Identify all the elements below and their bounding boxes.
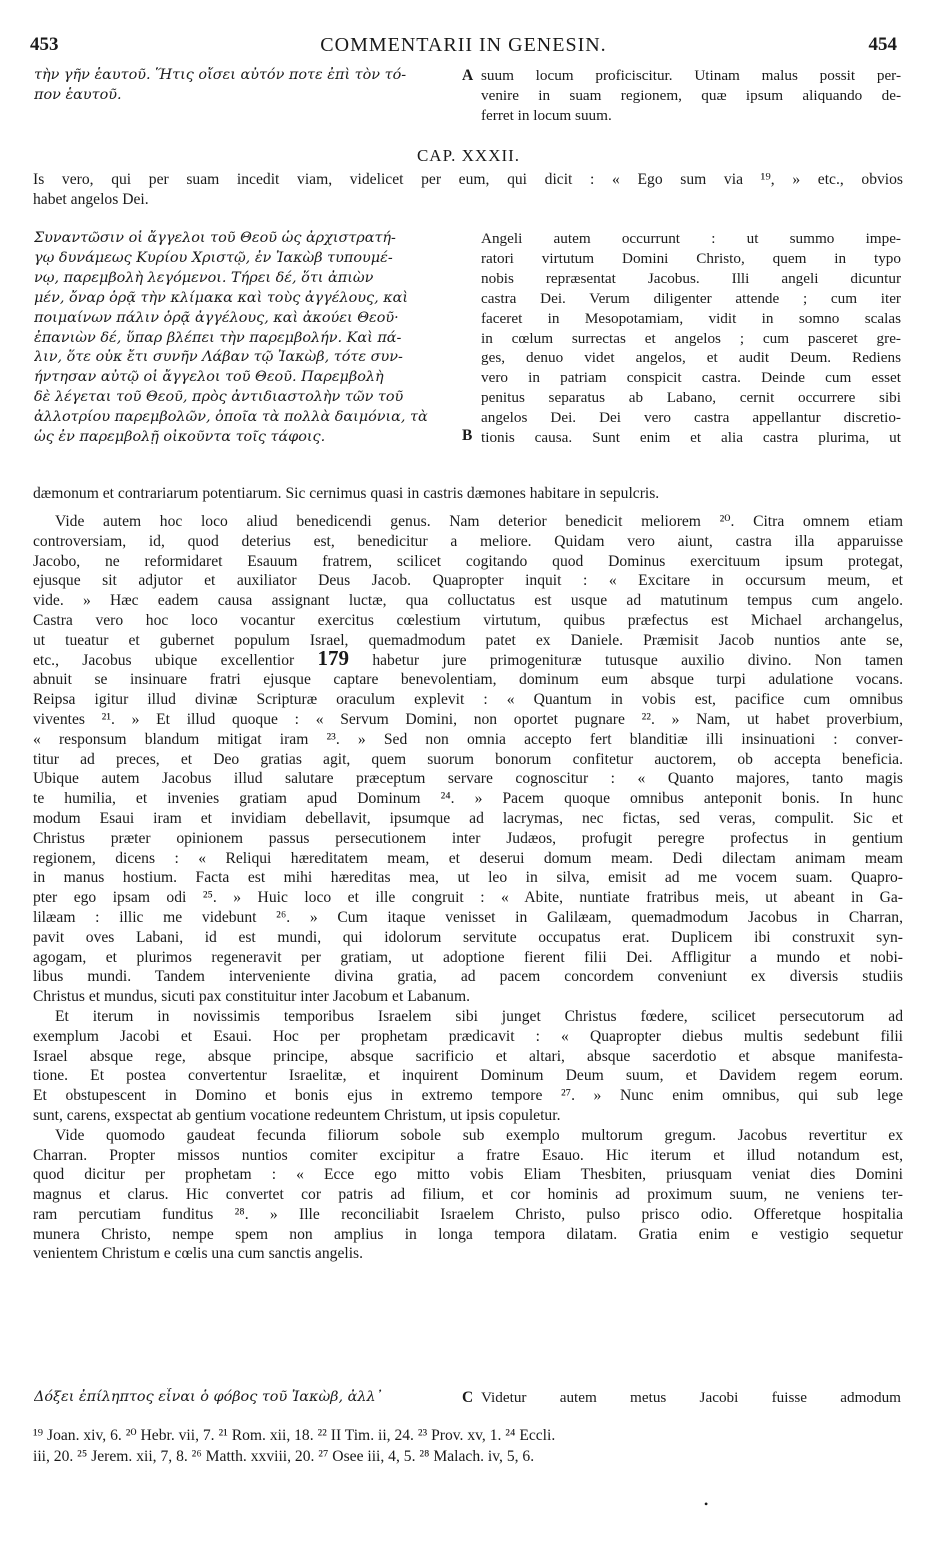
- latin-line: tionis causa. Sunt enim et alia castra plurima, ut: [481, 429, 901, 447]
- greek-line: ήντησαν αὐτῷ οἱ ἄγγελοι τοῦ Θεοῦ. Παρεμβολὴ: [34, 369, 384, 386]
- greek-line: Δόξει ἐπίληπτος εἶναι ὁ φόβος τοῦ Ἰακὼβ, ἀλλ᾽: [34, 1389, 383, 1405]
- greek-line: τὴν γῆν ἑαυτοῦ. Ἥτις οἴσει αὐτόν ποτε ἐπὶ τὸν τό-: [34, 67, 407, 83]
- latin-line: dæmonum et contrariarum potentiarum. Sic cernimus quasi in castris dæmones habitare in sepulcris.: [33, 485, 660, 502]
- page-mark: •: [704, 1497, 709, 1511]
- latin-line: ratori virtutum Domini Christo, quem in typo: [481, 249, 901, 267]
- greek-line: ἐπανιὼν δέ, ὕπαρ βλέπει τὴν παρεμβολήν. Καὶ πά-: [34, 329, 402, 346]
- body-line: Jacobo, ne reformidaret Esauum fratrem, scilicet cogitando quod Dominus exercituum ipsum protegat,: [33, 552, 903, 570]
- margin-marker-b: B: [462, 427, 473, 444]
- latin-line: castra Dei. Verum diligenter attende ; cum iter: [481, 289, 901, 307]
- latin-line: Angeli autem occurrunt : ut summo impe-: [481, 230, 901, 247]
- body-line: agogam, et plurimos regeneravit per gratiam, ut adoptione fierent filii Dei. Affligitur a mundo et nobi-: [33, 948, 903, 966]
- running-title: COMMENTARII IN GENESIN.: [320, 34, 607, 56]
- body-line: Castra vero hoc loco vocantur exercitus cœlestium virtutum, quibus præfectus est Michael archangelus,: [33, 611, 903, 629]
- latin-line: venire in suam regionem, quæ ipsum aliquando de-: [481, 86, 901, 104]
- greek-line: πον ἑαυτοῦ.: [34, 86, 122, 103]
- latin-line: ferret in locum suum.: [481, 106, 612, 124]
- greek-column: [34, 229, 454, 448]
- intro-greek-column: [34, 66, 454, 106]
- body-line: magnus et clarus. Hic convertet cor patris ad filium, et cor hominis ad proximum suum, ne veniens ter-: [33, 1186, 903, 1204]
- body-line: pter ego ipsam odi ²⁵. » Huic loco et ille congruit : « Abite, nuntiate fratribus meis, ut abeant in Ga-: [33, 889, 903, 907]
- body-line: Reipsa igitur illud divinæ Scripturæ oraculum explevit : « Quantum in vobis est, pacifice cum omnibus: [33, 691, 903, 709]
- body-line: in manus hostium. Facta est mihi hæreditas mea, ut leo in silva, emisit ad me vocem suam. Quapro-: [33, 869, 903, 887]
- page-number-right: 454: [868, 34, 897, 55]
- body-line: Vide autem hoc loco aliud benedicendi genus. Nam deterior benedicit meliorem ²⁰. Citra omnem etiam: [55, 513, 903, 530]
- body-line: Et obstupescent in Domino et bonis ejus in extremo tempore ²⁷. » Nunc enim omnibus, qui sub lege: [33, 1087, 903, 1105]
- lemma-line: Is vero, qui per suam incedit viam, videlicet per eum, qui dicit : « Ego sum via ¹⁹, » etc., obvios: [33, 171, 903, 188]
- body-line: ram percutiam funditus ²⁸. » Ille reconciliabit Israelem Christo, pulso prisco odio. Offeretque hospitalia: [33, 1205, 903, 1223]
- footnotes: [33, 1425, 903, 1467]
- bottom-greek-column: [34, 1388, 454, 1408]
- body-line: libus mundi. Tandem interveniente divina gratia, ad pacem concordem conveniunt ex diversis studiis: [33, 968, 903, 986]
- greek-line: ποιμαίνων πάλιν ὁρᾷ ἀγγέλους, καὶ ἀκούει Θεοῦ·: [34, 309, 399, 326]
- running-header: [30, 34, 897, 60]
- latin-line: vero in patriam conspicit castra. Deinde cum esset: [481, 369, 901, 387]
- body-line: ejusque sit adjutor et auxiliator Deus Jacob. Quapropter inquit : « Excitare in occursum meum, et: [33, 572, 903, 590]
- page-number-left: 453: [30, 34, 59, 55]
- greek-line: γῳ δυνάμεως Κυρίου Χριστῷ, ἐν Ἰακὼβ τυπουμέ-: [34, 249, 393, 266]
- body-line: venientem Christum e cœlis una cum sanctis angelis.: [33, 1245, 363, 1263]
- latin-line: nobis repræsentat Jacobus. Illi angeli dicuntur: [481, 269, 901, 287]
- latin-line: Videtur autem metus Jacobi fuisse admodum: [481, 1389, 901, 1406]
- greek-line: Συναντῶσιν οἱ ἄγγελοι τοῦ Θεοῦ ὡς ἀρχιστρατή-: [34, 230, 396, 246]
- body-line: Christus et mundus, sicuti pax constituitur inter Jacobum et Labanum.: [33, 988, 470, 1006]
- body-line: regionem, dicens : « Reliqui hæreditatem meam, et deserui domum meam. Dedi dilectam animam meam: [33, 849, 903, 867]
- body-line: Charran. Propter missos nuntios comiter excipitur a fratre Esauo. Hic iterum et illud notandum est,: [33, 1146, 903, 1164]
- latin-line: penitus separatus ab Labano, cernit occurrere sibi: [481, 389, 901, 407]
- latin-column: [481, 229, 901, 448]
- body-line: munera Christo, nempe spem non amplius in longa tempora dilatam. Gratia enim e vestigio sequetur: [33, 1225, 903, 1243]
- intro-latin-column: [481, 66, 901, 126]
- latin-line: faceret in Mesopotamiam, vidit in somno scalas: [481, 309, 901, 327]
- body-line: Et iterum in novissimis temporibus Israelem sibi junget Christus fœdere, scilicet persecutorum ad: [55, 1007, 903, 1025]
- body-line: modum Esaui iram et invidiam debellavit, ipsumque ad lacrymas, nec fictas, sed veras, compulit. Sic et: [33, 809, 903, 827]
- greek-line: δὲ λέγεται τοῦ Θεοῦ, πρὸς ἀντιδιαστολὴν τῶν τοῦ: [34, 389, 404, 406]
- body-line: ut tueatur et gubernet populum Israel, quemadmodum patet ex Daniele. Præmisit Jacob nuntios ante se,: [33, 631, 903, 649]
- body-line: vide. » Hæc eadem causa assignant luctæ, qua colluctatus est usque ad matutinum tempus cum angelo.: [33, 592, 903, 610]
- latin-line: ges, denuo videt angelos, et audit Deum. Rediens: [481, 349, 901, 367]
- body-line: quod dicitur per prophetam : « Ecce ego mitto vobis Eliam Thesbiten, priusquam veniat dies Domini: [33, 1166, 903, 1184]
- body-line: controversiam, id, quod deterius est, benedicitur a meliore. Quidam vero aiunt, castra illa apparuisse: [33, 532, 903, 550]
- body-line: abnuit se insinuare fratri ejusque captare benevolentiam, dominum eum absque turpi adulatione vocans.: [33, 671, 903, 689]
- body-line: viventes ²¹. » Et illud quoque : « Servum Domini, non oportet pugnare ²². » Nam, ut habet proverbium,: [33, 710, 903, 728]
- margin-marker-c: C: [462, 1389, 474, 1406]
- body-line: Israel absque rege, absque principe, absque sacrificio et altari, absque sacerdotio et absque manifesta-: [33, 1047, 903, 1065]
- lemma-line: habet angelos Dei.: [33, 190, 149, 208]
- section-end-line: [33, 484, 903, 504]
- body-line: Christus præter opinionem passus persecutionem inter Judæos, profugit peregre profectus in gentium: [33, 829, 903, 847]
- column-reference: 179: [317, 650, 350, 670]
- bottom-latin-column: [481, 1388, 901, 1408]
- footnote-line: ¹⁹ Joan. xiv, 6. ²⁰ Hebr. vii, 7. ²¹ Rom. xii, 18. ²² II Tim. ii, 24. ²³ Prov. xv, 1. ²⁴ Eccli.: [33, 1427, 556, 1444]
- margin-marker-a: A: [462, 67, 474, 84]
- latin-line: in cœlum surrectas et angelos ; cum pasceret gre-: [481, 329, 901, 347]
- latin-line: angelos Dei. Dei vero castra appellantur discretio-: [481, 409, 901, 427]
- body-line: titur ad preces, et Deo gratias agit, quem suorum bonorum confitetur auctorem, ob accepta beneficia.: [33, 750, 903, 768]
- greek-line: λιν, ὅτε οὐκ ἔτι συνῆν Λάβαν τῷ Ἰακὼβ, τότε συν-: [34, 349, 403, 366]
- chapter-heading: CAP. XXXII.: [416, 146, 521, 165]
- body-line: Ubique autem Jacobus illud salutare præceptum servare cognoscitur : « Quanto majores, tanto magis: [33, 770, 903, 788]
- greek-line: ὡς ἐν παρεμβολῇ οἰκοῦντα τοῖς τάφοις.: [34, 429, 326, 446]
- commentary-body: [33, 512, 903, 1264]
- body-line: etc., Jacobus ubique excellentior 179 habetur jure primogenituræ tutusque auxilio divino. Non tamen: [33, 651, 903, 671]
- greek-line: νῳ, παρεμβολὴ λεγόμενοι. Τήρει δέ, ὅτι ἀπιὼν: [34, 269, 374, 286]
- body-line: Vide quomodo gaudeat fecunda filiorum sobole sub exemplo multorum gregum. Jacobus revertitur ex: [55, 1126, 903, 1144]
- body-line: tione. Et postea convertentur Israelitæ, et inquirent Dominum Deum suum, et Davidem regem eorum.: [33, 1067, 903, 1085]
- body-line: exemplum Jacobi et Esaui. Hoc per prophetam prædicavit : « Quapropter diebus multis sedebunt filii: [33, 1027, 903, 1045]
- greek-line: ἀλλοτρίου παρεμβολῶν, ὁποῖα τὰ πολλὰ δαιμόνια, τὰ: [34, 409, 428, 426]
- body-line: « responsum blandum mitigat iram ²³. » Sed non omnia accepto fert blanditiæ illi insinuationi : conver-: [33, 730, 903, 748]
- body-line: te humilia, et invenies gratiam apud Dominum ²⁴. » Pacem quoque omnibus anteponit bonis. In hunc: [33, 790, 903, 808]
- footnote-line: iii, 20. ²⁵ Jerem. xii, 7, 8. ²⁶ Matth. xxviii, 20. ²⁷ Osee iii, 4, 5. ²⁸ Malach. iv, 5, 6.: [33, 1448, 535, 1465]
- body-line: pavit oves Labani, id est mundi, qui idolorum servitute occupatus erat. Duplicem ibi construxit syn-: [33, 928, 903, 946]
- body-line: lilæam : illic me videbunt ²⁶. » Cum itaque venisset in Galilæam, quemadmodum Jacobus in Charran,: [33, 908, 903, 926]
- body-line: sunt, carens, exspectat ab gentium vocatione redeuntem Christum, ut ipsis copuletur.: [33, 1106, 561, 1124]
- greek-line: μέν, ὄναρ ὁρᾷ τὴν κλίμακα καὶ τοὺς ἀγγέλους, καὶ: [34, 289, 409, 306]
- latin-line: suum locum proficiscitur. Utinam malus possit per-: [481, 67, 901, 84]
- lemma: [33, 170, 903, 210]
